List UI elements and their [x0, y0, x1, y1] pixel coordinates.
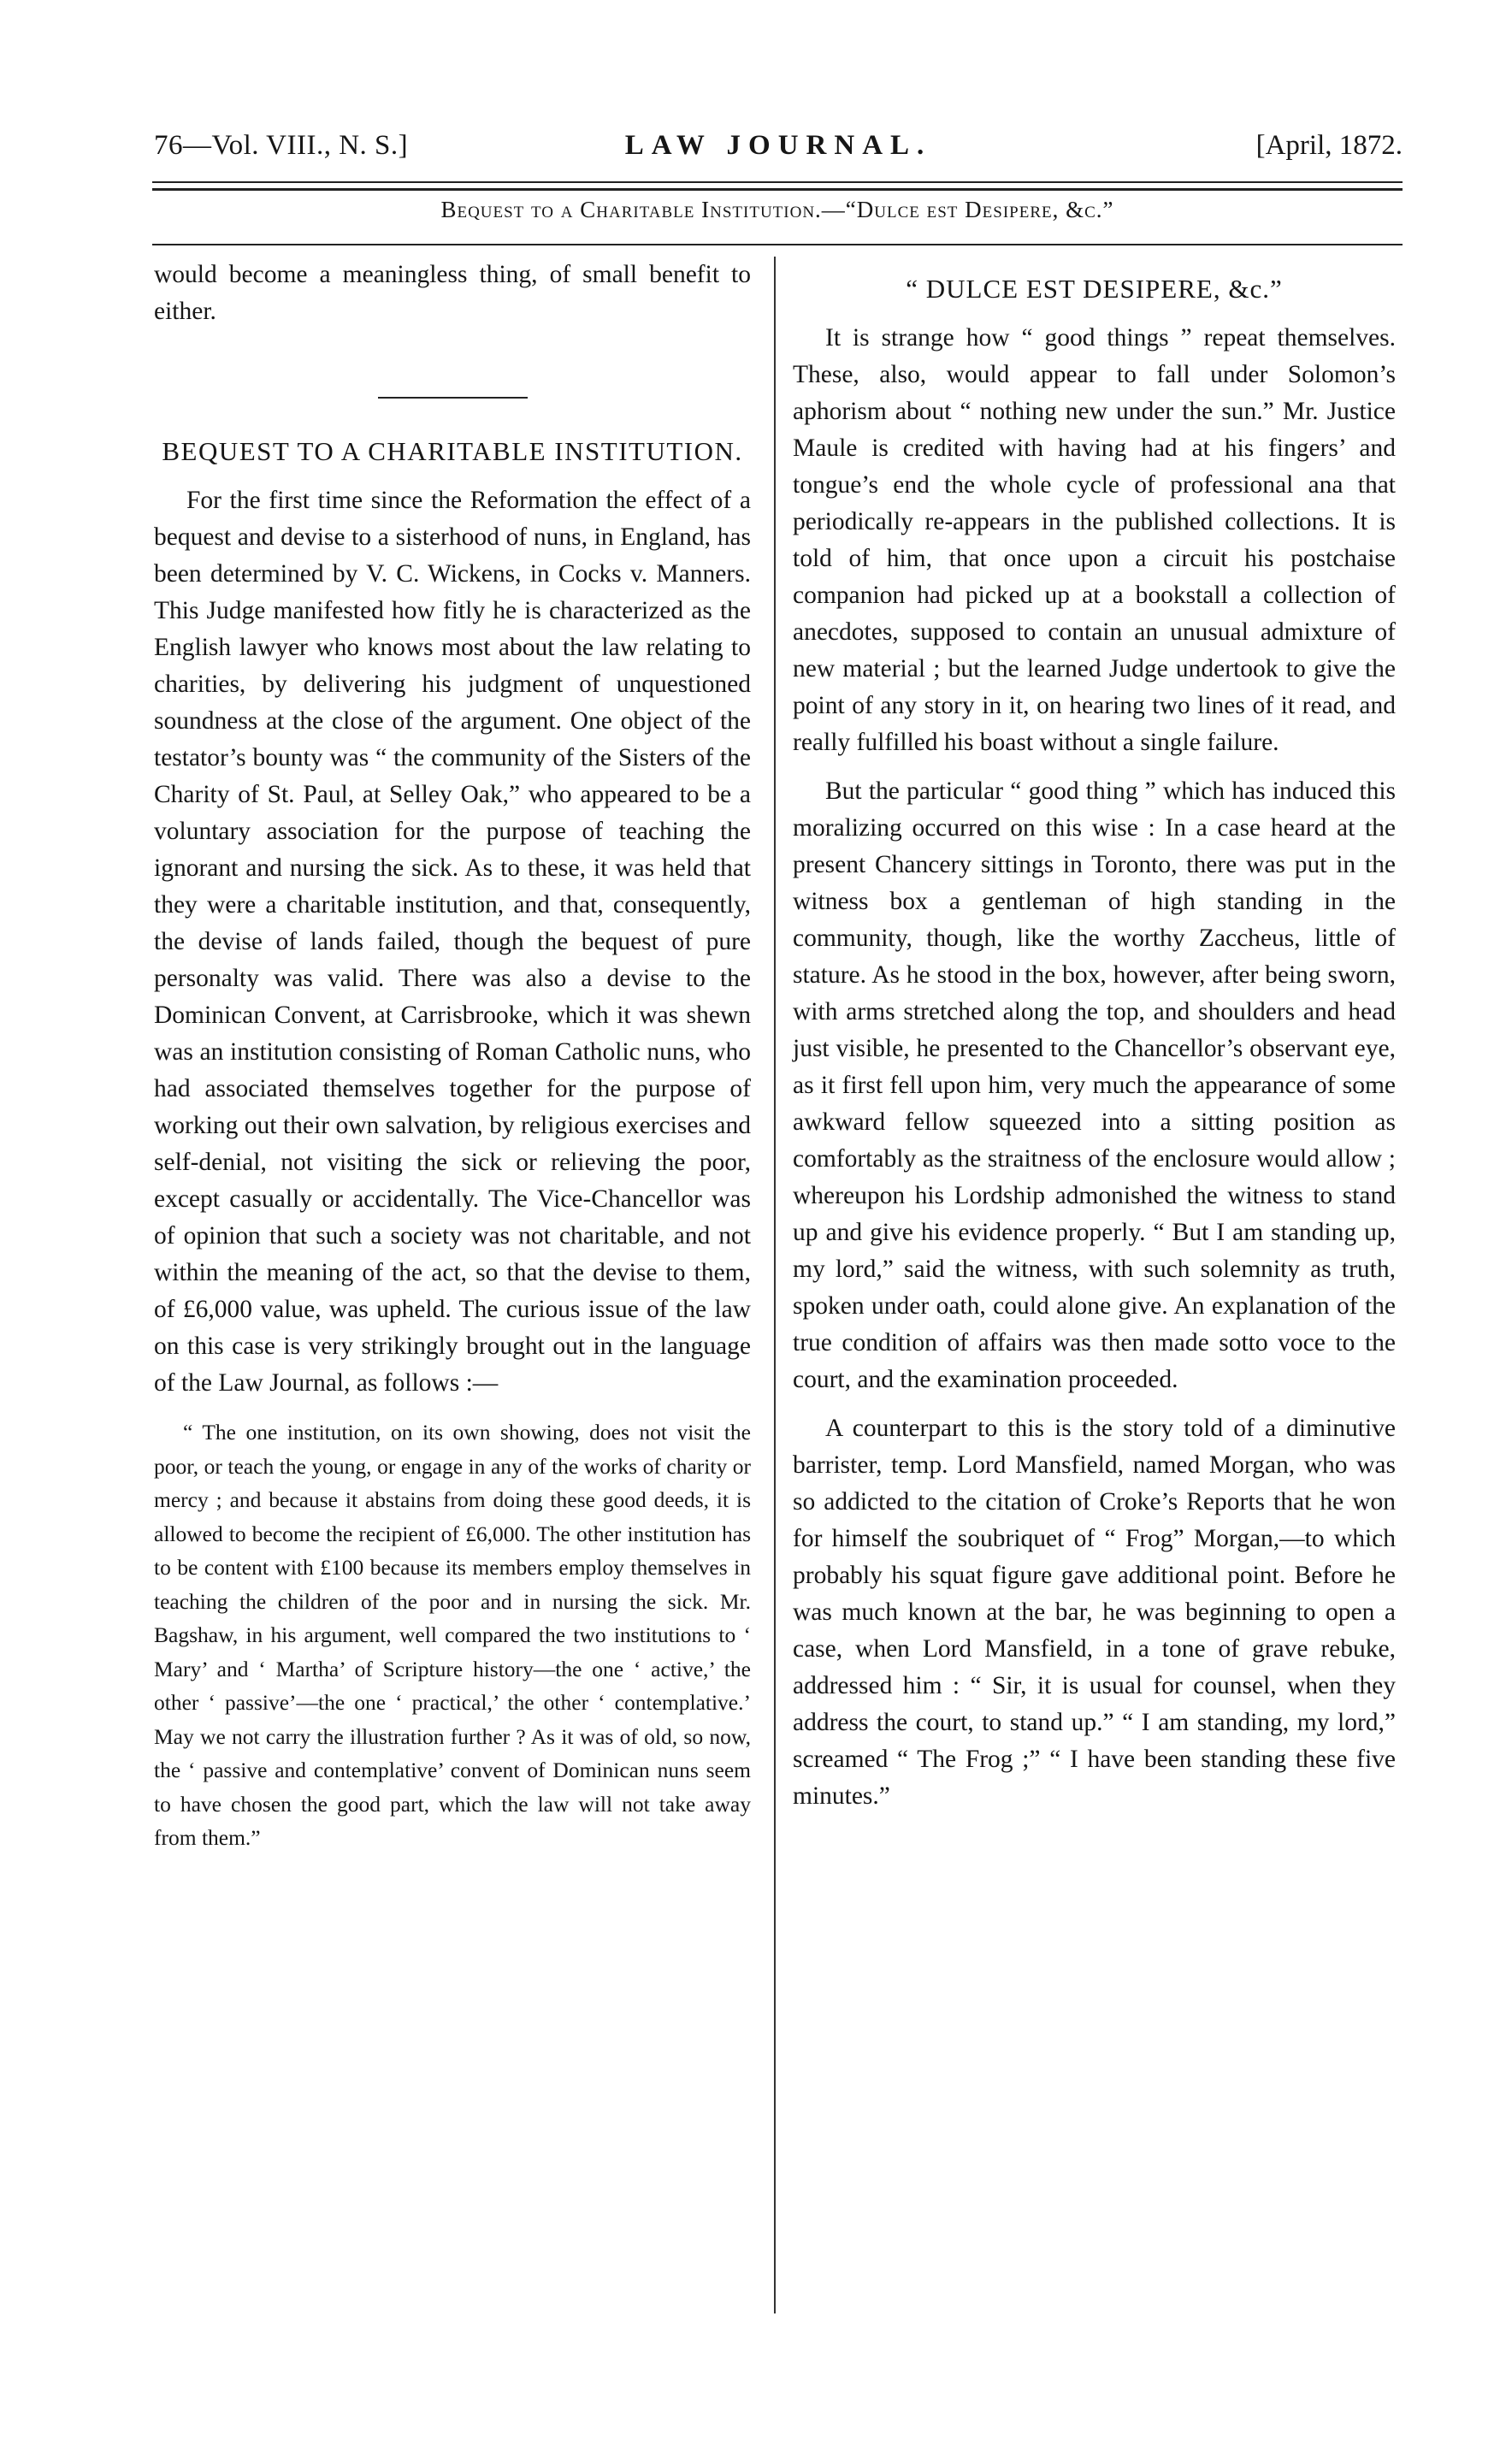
- header-rule-double: [152, 188, 1403, 191]
- page-subhead: Bequest to a Charitable Institution.—“Dulce est Desipere, &c.”: [440, 197, 1114, 222]
- issue-date: [April, 1872.: [1255, 130, 1403, 161]
- header-rule-bottom: [152, 244, 1403, 245]
- section-divider: [378, 397, 528, 399]
- article-title-dulce: “ DULCE EST DESIPERE, &c.”: [906, 274, 1283, 304]
- left-column: [154, 257, 751, 1855]
- article-title-bequest: BEQUEST TO A CHARITABLE INSTITUTION.: [162, 436, 743, 466]
- running-head: [154, 127, 1403, 164]
- column-divider: [774, 257, 776, 2313]
- article-paragraph: But the particular “ good thing ” which has induced this moralizing occurred on this wise : In a case heard at the present Chancery sittings in Toronto, there was put in the witness box a gentleman of high standing in the community, though, like the worthy Zaccheus, little of stature. As he stood in the box, however, after being sworn, with arms stretched along the top, and shoulders and head just visible, he presented to the Chancellor’s observant eye, as it first fell upon him, very much the appearance of some awkward fellow squeezed into a sitting position as comfortably as the straitness of the enclosure would allow ; whereupon his Lordship admonished the witness to stand up and give his evidence properly. “ But I am standing up, my lord,” said the witness, with such solemnity as truth, spoken under oath, could alone give. An explanation of the true condition of affairs was then made sotto voce to the court, and the examination proceeded.: [793, 777, 1396, 1393]
- right-column: [793, 257, 1396, 1815]
- page-volume-label: 76—Vol. VIII., N. S.]: [154, 130, 409, 161]
- block-quote: “ The one institution, on its own showing, does not visit the poor, or teach the young, or engage in any of the works of charity or mercy ; and because it abstains from doing these good deeds, it is allowed to become the recipient of £6,000. The other institution has to be content with £100 because its members employ themselves in teaching the children of the poor and in nursing the sick. Mr. Bagshaw, in his argument, well compared the two institutions to ‘ Mary’ and ‘ Martha’ of Scripture history—the one ‘ active,’ the other ‘ passive’—the one ‘ practical,’ the other ‘ contemplative.’ May we not carry the illustration further ? As it was of old, so now, the ‘ passive and contemplative’ convent of Dominican nuns seem to have chosen the good part, which the law will not take away from them.”: [154, 1420, 751, 1850]
- article-paragraph: It is strange how “ good things ” repeat themselves. These, also, would appear to fall under Solomon’s aphorism about “ nothing new under the sun.” Mr. Justice Maule is credited with having had at his fingers’ and tongue’s end the whole cycle of professional ana that periodically re-appears in the published collections. It is told of him, that once upon a circuit his postchaise companion had picked up at a bookstall a collection of anecdotes, supposed to contain an unusual admixture of new material ; but the learned Judge undertook to give the point of any story in it, on hearing two lines of it read, and really fulfilled his boast without a single failure.: [793, 324, 1396, 756]
- journal-title: LAW JOURNAL.: [624, 130, 932, 161]
- article-paragraph: For the first time since the Reformation the effect of a bequest and devise to a sisterhood of nuns, in England, has been determined by V. C. Wickens, in Cocks v. Manners. This Judge manifested how fitly he is characterized as the English lawyer who knows most about the law relating to charities, by delivering his judgment of unquestioned soundness at the close of the argument. One object of the testator’s bounty was “ the community of the Sisters of the Charity of St. Paul, at Selley Oak,” who appeared to be a voluntary association for the purpose of teaching the ignorant and nursing the sick. As to these, it was held that they were a charitable institution, and that, consequently, the devise of lands failed, though the bequest of pure personalty was valid. There was also a devise to the Dominican Convent, at Carrisbrooke, which it was shewn was an institution consisting of Roman Catholic nuns, who had associated themselves together for the purpose of working out their own salvation, by religious exercises and self-denial, not visiting the sick or relieving the poor, except casually or accidentally. The Vice-Chancellor was of opinion that such a society was not charitable, and not within the meaning of the act, so that the devise to them, of £6,000 value, was upheld. The curious issue of the law on this case is very strikingly brought out in the language of the Law Journal, as follows :—: [154, 487, 751, 1397]
- continued-text: would become a meaningless thing, of small benefit to either.: [154, 261, 751, 325]
- article-paragraph: A counterpart to this is the story told of a diminutive barrister, temp. Lord Mansfield, named Morgan, who was so addicted to the citation of Croke’s Reports that he won for himself the soubriquet of “ Frog” Morgan,—to which probably his squat figure gave additional point. Before he was much known at the bar, he was beginning to open a case, when Lord Mansfield, in a tone of grave rebuke, addressed him : “ Sir, it is usual for counsel, when they address the court, to stand up.” “ I am standing, my lord,” screamed “ The Frog ;” “ I have been standing these five minutes.”: [793, 1415, 1396, 1810]
- header-rule-top: [152, 181, 1403, 183]
